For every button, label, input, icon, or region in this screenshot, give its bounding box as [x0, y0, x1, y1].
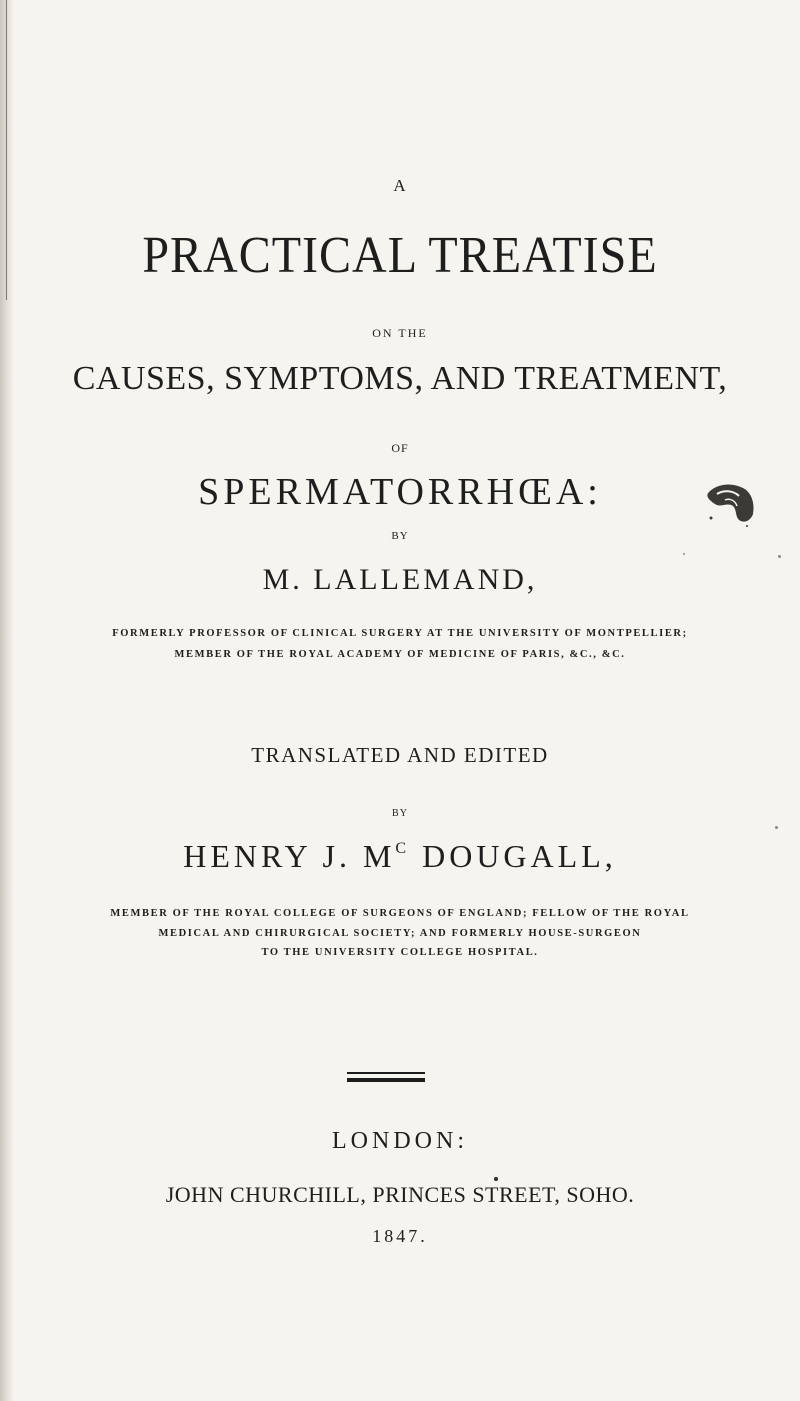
author-credential-line: FORMERLY PROFESSOR OF CLINICAL SURGERY AT THE UNIVERSITY OF MONTPELLIER; — [112, 628, 688, 639]
editor-name-superscript: C — [395, 840, 411, 857]
library-stamp-icon — [703, 480, 757, 528]
editor-name-prefix: HENRY J. M — [183, 838, 396, 874]
author-name: M. LALLEMAND, — [262, 563, 538, 596]
publisher-city: LONDON: — [332, 1128, 468, 1154]
subject-title: SPERMATORRHŒA: — [198, 471, 602, 513]
decorative-rule-thin — [347, 1072, 425, 1074]
of-line: OF — [391, 441, 409, 455]
paper-speck — [778, 555, 781, 558]
paper-speck — [683, 553, 685, 555]
by-editor-line: BY — [392, 808, 408, 819]
title-article: A — [393, 176, 407, 195]
translated-line: TRANSLATED AND EDITED — [251, 743, 549, 767]
editor-name-suffix: DOUGALL, — [410, 838, 617, 874]
on-the-line: ON THE — [372, 326, 428, 340]
by-author-line: BY — [391, 530, 409, 542]
decorative-rule-thick — [347, 1078, 425, 1082]
paper-speck — [775, 826, 778, 829]
editor-credential-line: MEDICAL AND CHIRURGICAL SOCIETY; AND FORMERLY HOUSE-SURGEON — [158, 928, 642, 939]
paper-speck — [494, 1177, 498, 1181]
editor-name — [0, 838, 800, 875]
main-title: PRACTICAL TREATISE — [142, 226, 658, 285]
editor-credential-line: TO THE UNIVERSITY COLLEGE HOSPITAL. — [261, 947, 539, 958]
editor-credential-line: MEMBER OF THE ROYAL COLLEGE OF SURGEONS OF ENGLAND; FELLOW OF THE ROYAL — [110, 908, 690, 919]
publisher-name: JOHN CHURCHILL, PRINCES STREET, SOHO. — [165, 1182, 635, 1207]
publication-year: 1847. — [372, 1226, 428, 1246]
subtitle: CAUSES, SYMPTOMS, AND TREATMENT, — [72, 360, 728, 397]
author-credential-line: MEMBER OF THE ROYAL ACADEMY OF MEDICINE OF PARIS, &C., &C. — [174, 649, 626, 660]
